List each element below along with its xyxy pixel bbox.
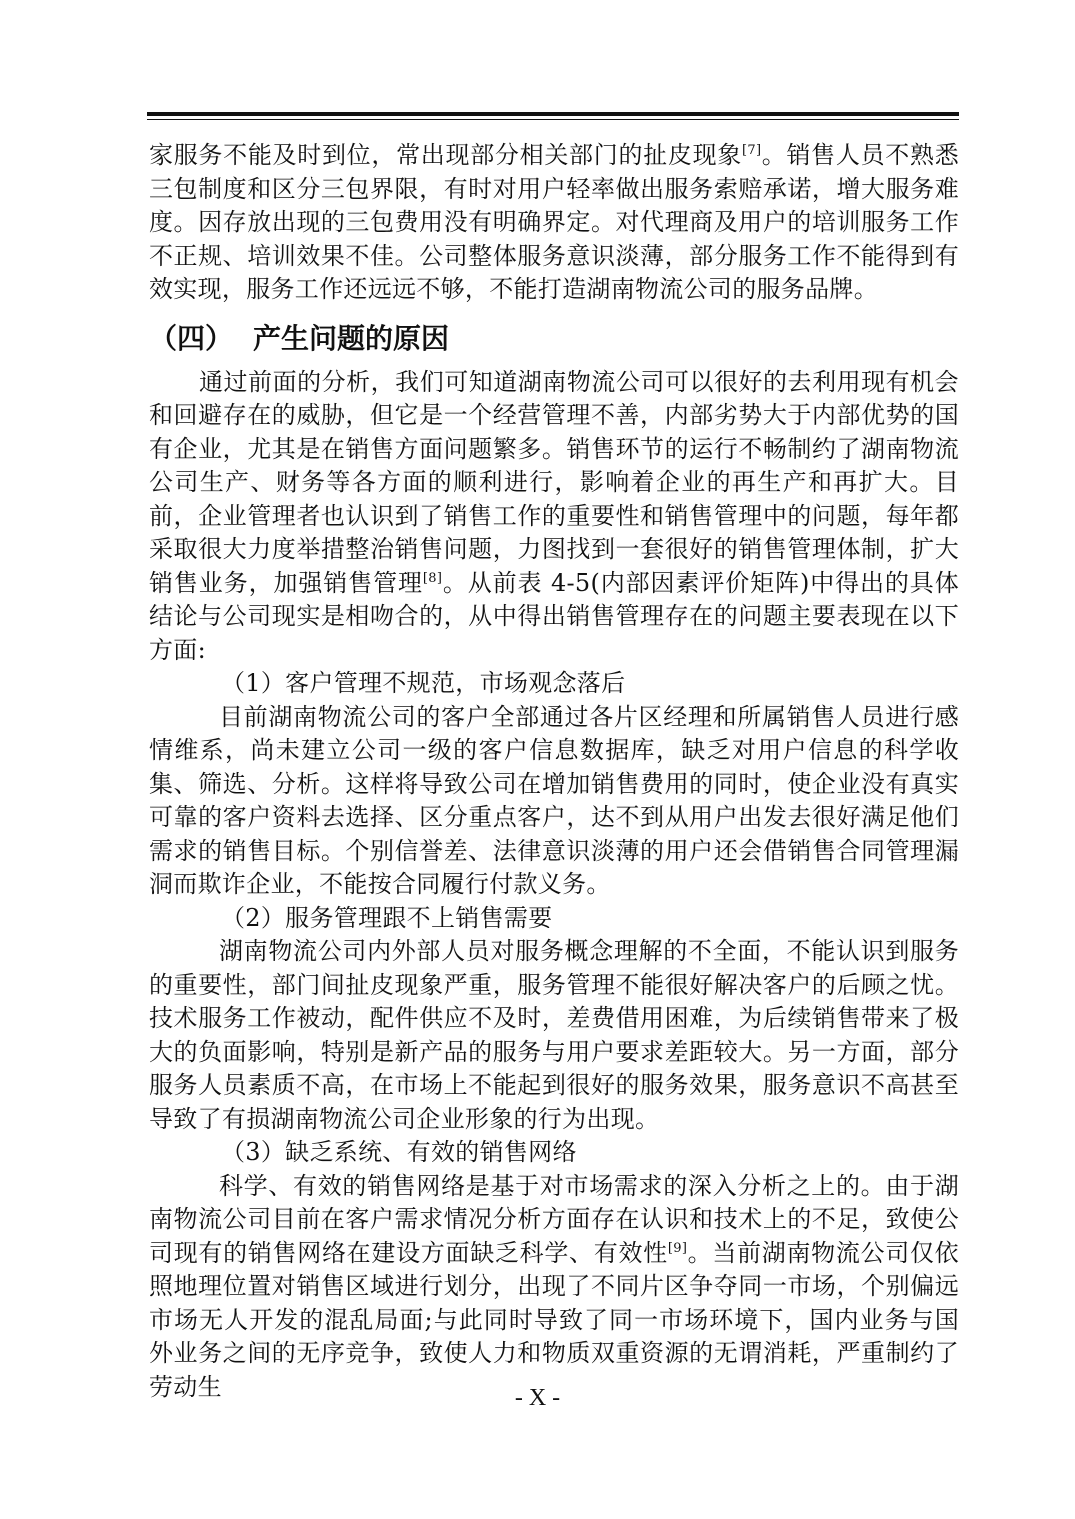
list-item-1: （1）客户管理不规范，市场观念落后 <box>221 669 626 697</box>
paragraph-text: 。当前湖南物流公司仅依照地理位置对销售区域进行划分，出现了不同片区争夺同一市场，个别偏远市场无人开发的混乱局面;与此同时导致了同一市场环境下，国内业务与国外业务之间的无序竞争，致使人力和物质双重资源的无谓消耗，严重制约了劳动生 <box>149 1238 959 1401</box>
page-number: - X - <box>514 1385 561 1411</box>
section-number: （四） <box>149 321 234 355</box>
paragraph-sales-network <box>149 1170 959 1405</box>
header-rule-thin <box>147 119 959 120</box>
paragraph-text: 科学、有效的销售网络是基于对市场需求的深入分析之上的。由于湖南物流公司目前在客户需求情况分析方面存在认识和技术上的不足，致使公司现有的销售网络在建设方面缺乏科学、有效性 <box>149 1171 959 1267</box>
paragraph-service-management: 湖南物流公司内外部人员对服务概念理解的不全面，不能认识到服务的重要性，部门间扯皮现象严重，服务管理不能很好解决客户的后顾之忧。技术服务工作被动，配件供应不及时，差费借用困难，为后续销售带来了极大的负面影响，特别是新产品的服务与用户要求差距较大。另一方面，部分服务人员素质不高，在市场上不能起到很好的服务效果，服务意识不高甚至导致了有损湖南物流公司企业形象的行为出现。 <box>149 937 959 1133</box>
citation-ref: [7] <box>742 143 762 158</box>
list-item-2: （2）服务管理跟不上销售需要 <box>221 903 553 932</box>
header-rule-thick <box>147 112 959 116</box>
section-title: 产生问题的原因 <box>253 321 450 355</box>
document-body <box>149 139 959 1404</box>
paragraph-text: 。从前表 4-5(内部因素评价矩阵)中得出的具体结论与公司现实是相吻合的，从中得出销售管理存在的问题主要表现在以下方面: <box>149 568 959 664</box>
section-heading <box>149 322 959 356</box>
paragraph-text: 通过前面的分析，我们可知道湖南物流公司可以很好的去利用现有机会和回避存在的威胁，但它是一个经营管理不善，内部劣势大于内部优势的国有企业，尤其是在销售方面问题繁多。销售环节的运行不畅制约了湖南物流公司生产、财务等各方面的顺利进行，影响着企业的再生产和再扩大。目前，企业管理者也认识到了销售工作的重要性和销售管理中的问题，每年都采取很大力度举措整治销售问题，力图找到一套很好的销售管理体制，扩大销售业务，加强销售管理 <box>149 367 959 597</box>
citation-ref: [9] <box>667 1240 688 1256</box>
paragraph-text: 家服务不能及时到位，常出现部分相关部门的扯皮现象 <box>149 141 742 169</box>
paragraph-text: 。销售人员不熟悉三包制度和区分三包界限，有时对用户轻率做出服务索赔承诺，增大服务难度。因存放出现的三包费用没有明确界定。对代理商及用户的培训服务工作不正规、培训效果不佳。公司整体服务意识淡薄，部分服务工作不能得到有效实现，服务工作还远远不够，不能打造湖南物流公司的服务品牌。 <box>149 141 959 303</box>
list-item-3: （3）缺乏系统、有效的销售网络 <box>221 1138 577 1166</box>
paragraph-analysis <box>149 366 959 668</box>
paragraph-customer-management: 目前湖南物流公司的客户全部通过各片区经理和所属销售人员进行感情维系，尚未建立公司一级的客户信息数据库，缺乏对用户信息的科学收集、筛选、分析。这样将导致公司在增加销售费用的同时，使企业没有真实可靠的客户资料去选择、区分重点客户，达不到从用户出发去很好满足他们需求的销售目标。个别信誉差、法律意识淡薄的用户还会借销售合同管理漏洞而欺诈企业，不能按合同履行付款义务。 <box>149 702 959 898</box>
citation-ref: [8] <box>422 570 443 586</box>
paragraph-continuation <box>149 139 959 307</box>
